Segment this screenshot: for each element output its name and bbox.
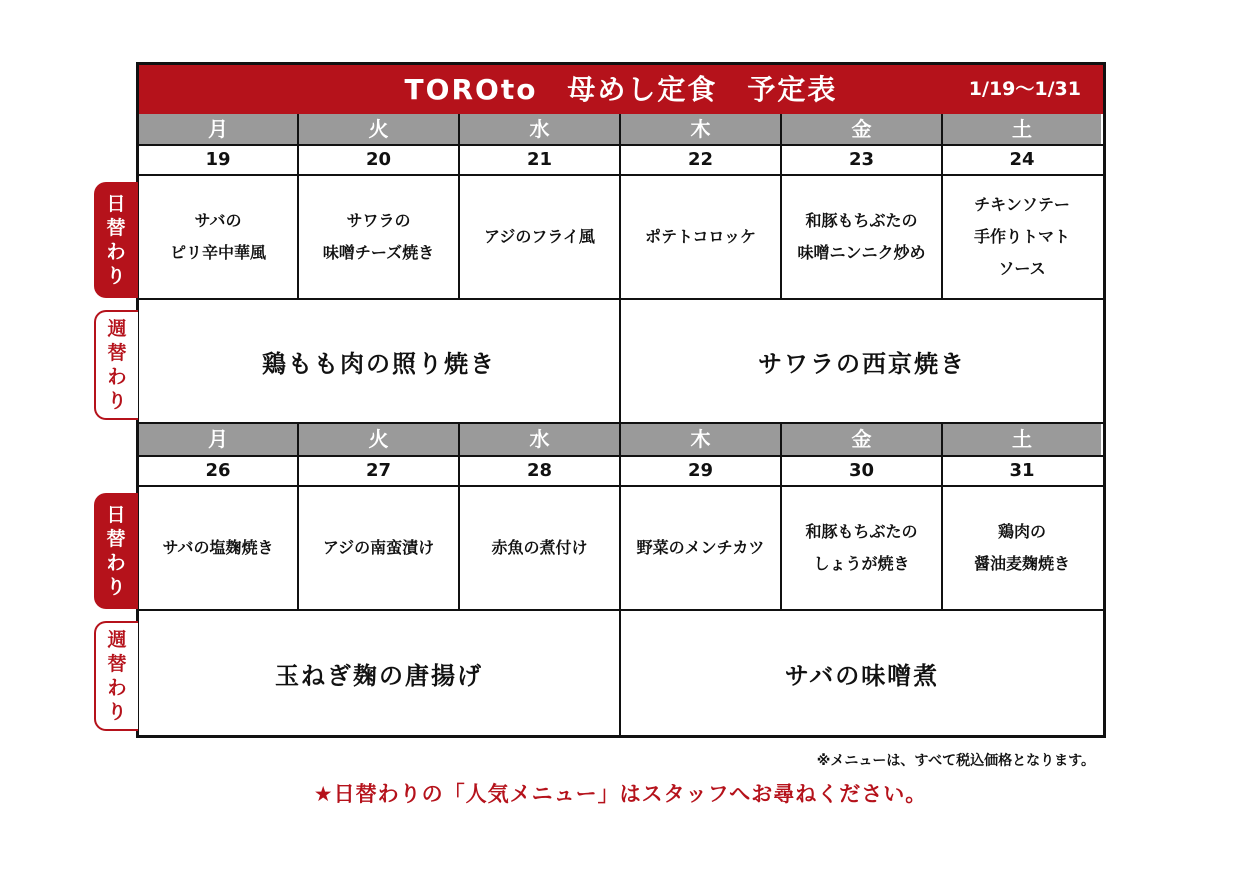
day-of-week: 金 — [782, 424, 941, 455]
menu-line: 鶏肉の — [997, 522, 1046, 541]
row-divider — [139, 144, 1103, 146]
tab-char: り — [107, 390, 127, 412]
daily-menu-cell — [621, 487, 780, 609]
weekly-menu-cell: 鶏もも肉の照り焼き — [262, 349, 496, 378]
row-divider — [139, 174, 1103, 176]
menu-line: サバの — [194, 211, 242, 230]
tab-char: り — [106, 265, 126, 287]
daily-menu-cell — [460, 487, 619, 609]
page-title: TOROto 母めし定食 予定表 — [404, 73, 838, 106]
menu-line: 味噌チーズ焼き — [322, 243, 435, 262]
tab-char: わ — [107, 366, 127, 388]
day-date: 22 — [687, 149, 714, 170]
tab-char: り — [107, 701, 127, 723]
day-date: 21 — [526, 149, 553, 170]
row-divider — [139, 455, 1103, 457]
day-date: 30 — [848, 460, 875, 481]
menu-line: アジのフライ風 — [484, 227, 595, 246]
daily-menu-cell — [299, 487, 458, 609]
day-date: 20 — [365, 149, 392, 170]
day-date: 23 — [848, 149, 875, 170]
tab-char: 週 — [107, 318, 127, 340]
tab-char: わ — [107, 677, 127, 699]
day-of-week: 月 — [139, 424, 297, 455]
menu-line: ピリ辛中華風 — [169, 243, 266, 262]
menu-line: チキンソテー — [974, 195, 1070, 214]
day-of-week: 土 — [943, 114, 1101, 144]
daily-special-tab — [94, 182, 138, 298]
tab-char: 日 — [106, 193, 126, 215]
menu-line: 醤油麦麹焼き — [973, 554, 1070, 573]
day-of-week: 月 — [139, 114, 297, 144]
menu-line: 赤魚の煮付け — [491, 538, 588, 557]
tab-char: 日 — [106, 504, 126, 526]
day-date: 26 — [205, 460, 231, 481]
staff-notice: ★日替わりの「人気メニュー」はスタッフへお尋ねください。 — [313, 782, 928, 806]
menu-line: しょうが焼き — [813, 554, 910, 573]
menu-line: サバの塩麹焼き — [162, 538, 274, 557]
row-divider — [139, 485, 1103, 487]
daily-menu-cell — [943, 487, 1101, 609]
day-of-week: 土 — [943, 424, 1101, 455]
date-range: 1/19〜1/31 — [968, 78, 1081, 100]
menu-line: 和豚もちぶたの — [805, 522, 918, 541]
tax-note: ※メニューは、すべて税込価格となります。 — [816, 753, 1095, 769]
tab-char: 替 — [106, 528, 126, 550]
daily-menu-cell — [782, 176, 941, 298]
daily-menu-cell — [782, 487, 941, 609]
daily-menu-cell — [621, 176, 780, 298]
weekly-special-tab — [94, 310, 138, 420]
daily-special-tab — [94, 493, 138, 609]
weekly-menu-cell: サバの味噌煮 — [784, 661, 940, 690]
day-date: 31 — [1009, 460, 1035, 481]
menu-line: アジの南蛮漬け — [322, 538, 435, 557]
weekly-divider — [619, 300, 621, 422]
day-of-week: 火 — [299, 114, 458, 144]
weekly-menu-cell: 玉ねぎ麹の唐揚げ — [275, 661, 483, 690]
day-date: 24 — [1009, 149, 1035, 170]
daily-menu-cell — [139, 176, 297, 298]
tab-char: 週 — [107, 629, 127, 651]
day-date: 27 — [365, 460, 392, 481]
tab-char: 替 — [107, 653, 127, 675]
menu-line: 野菜のメンチカツ — [636, 538, 765, 557]
day-of-week: 水 — [460, 114, 619, 144]
menu-line: ソース — [998, 259, 1046, 278]
weekly-menu-cell: サワラの西京焼き — [758, 349, 966, 378]
day-date: 29 — [687, 460, 714, 481]
menu-line: 手作りトマト — [973, 227, 1070, 246]
weekly-special-tab — [94, 621, 138, 731]
menu-line: 和豚もちぶたの — [805, 211, 918, 230]
menu-line: ポテトコロッケ — [644, 227, 757, 246]
daily-menu-cell — [460, 176, 619, 298]
weekly-divider — [619, 611, 621, 735]
day-date: 28 — [526, 460, 553, 481]
daily-menu-cell — [299, 176, 458, 298]
tab-char: 替 — [107, 342, 127, 364]
day-of-week: 水 — [460, 424, 619, 455]
menu-line: サワラの — [346, 211, 411, 230]
daily-menu-cell — [139, 487, 297, 609]
title-bar — [139, 65, 1103, 114]
day-of-week: 木 — [621, 114, 780, 144]
day-date: 19 — [205, 149, 231, 170]
tab-char: り — [106, 576, 126, 598]
tab-char: わ — [106, 241, 126, 263]
tab-char: わ — [106, 552, 126, 574]
day-of-week: 火 — [299, 424, 458, 455]
menu-line: 味噌ニンニク炒め — [797, 243, 926, 262]
tab-char: 替 — [106, 217, 126, 239]
daily-menu-cell — [943, 176, 1101, 298]
day-of-week: 木 — [621, 424, 780, 455]
day-of-week: 金 — [782, 114, 941, 144]
